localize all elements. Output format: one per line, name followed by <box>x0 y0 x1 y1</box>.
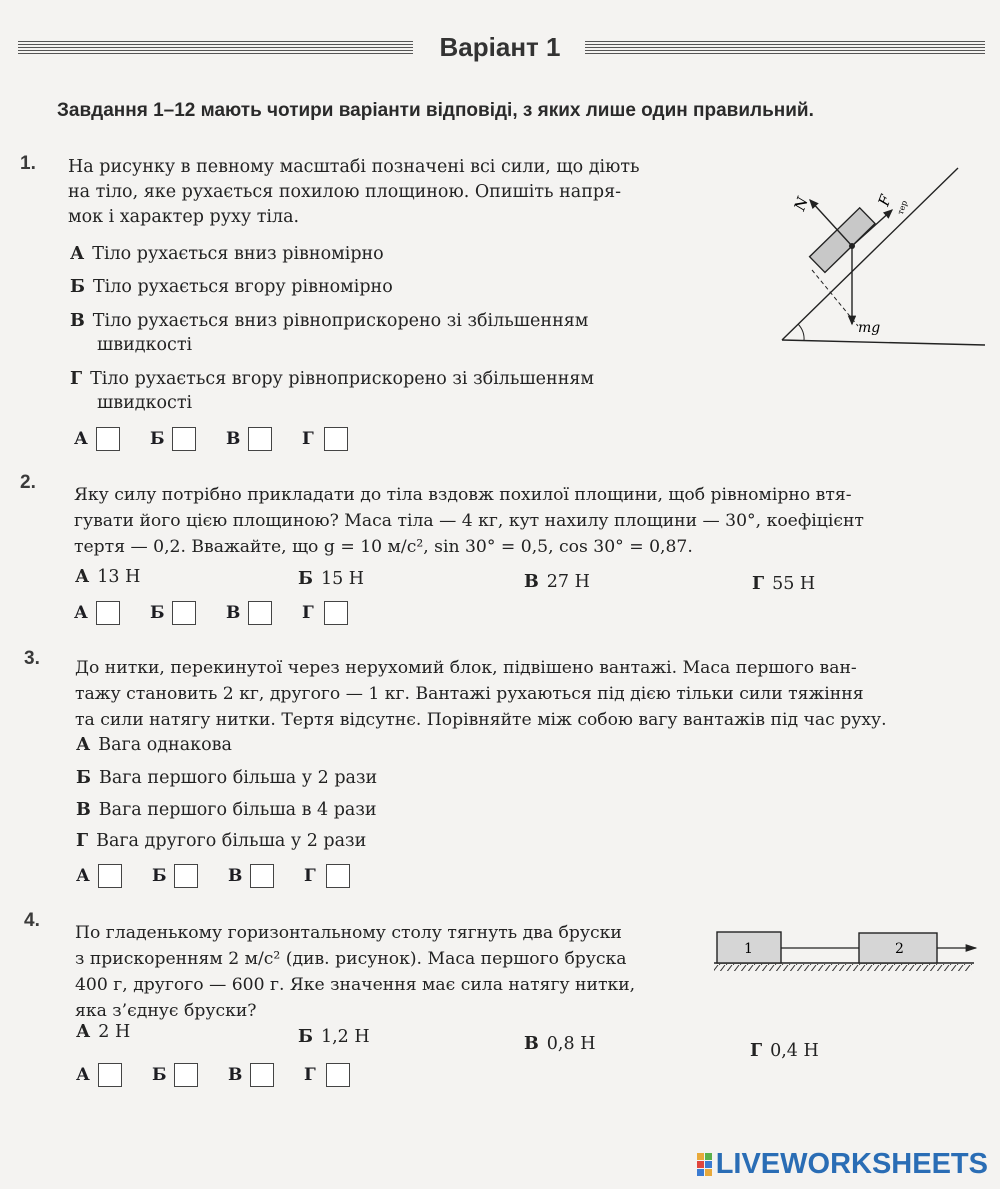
option: Г Тіло рухається вгору рівноприскорено зі збільшенням швидкості <box>70 369 595 413</box>
option: Г Вага другого більша у 2 рази <box>76 831 367 851</box>
block-1-label: 1 <box>744 941 753 957</box>
question-number: 1. <box>20 153 36 174</box>
answer-choice-b[interactable]: Б <box>150 601 196 625</box>
answer-choice-v[interactable]: В <box>226 601 272 625</box>
question-text: По гладенькому горизонтальному столу тягнуть два бруски з прискоренням 2 м/с² (див. рисунок). Маса першого бруска 400 г, другого — 600 г. Яке значення має сила натягу нитки, яка з’єднує бруски? <box>75 923 636 1021</box>
option: А 2 Н <box>76 1022 131 1042</box>
table-hatching <box>714 964 972 971</box>
watermark-text: LIVEWORKSHEETS <box>715 1148 988 1180</box>
answer-choice-a[interactable]: А <box>76 864 122 888</box>
answer-checkbox[interactable] <box>172 427 196 451</box>
answer-choice-v[interactable]: В <box>226 427 272 451</box>
answer-choice-v[interactable]: В <box>228 864 274 888</box>
option: Г 55 Н <box>752 574 816 594</box>
answer-choice-g[interactable]: Г <box>302 601 348 625</box>
question-text: На рисунку в певному масштабі позначені всі сили, що діють на тіло, яке рухається похилою площиною. Опишіть напря- мок і характер руху тіла. <box>68 157 640 227</box>
block-2-label: 2 <box>895 941 904 957</box>
answer-checkbox[interactable] <box>98 864 122 888</box>
header-rule-right <box>585 41 985 55</box>
header-rule-left <box>18 41 413 55</box>
ground-line <box>782 340 985 345</box>
angle-arc <box>798 324 804 341</box>
answer-choice-v[interactable]: В <box>228 1063 274 1087</box>
watermark <box>697 1148 988 1181</box>
answer-checkbox[interactable] <box>96 427 120 451</box>
inclined-plane-figure <box>770 160 990 355</box>
incline-line <box>782 168 958 340</box>
answer-choice-g[interactable]: Г <box>304 864 350 888</box>
option: В Вага першого більша в 4 рази <box>76 800 377 820</box>
answer-checkbox[interactable] <box>324 427 348 451</box>
question-text: Яку силу потрібно прикладати до тіла вздовж похилої площини, щоб рівномірно втя- гувати його цією площиною? Маса тіла — 4 кг, кут нахилу площини — 30°, коефіцієнт тертя — 0,2. Вважайте, що g = 10 м/с², sin 30° = 0,5, cos 30° = 0,87. <box>74 485 864 557</box>
answer-choice-a[interactable]: А <box>74 601 120 625</box>
friction-label: F <box>874 192 896 209</box>
answer-choice-g[interactable]: Г <box>302 427 348 451</box>
block <box>810 208 875 273</box>
option: А 13 Н <box>75 567 141 587</box>
answer-choice-b[interactable]: Б <box>152 864 198 888</box>
gravity-label: mg <box>858 320 881 336</box>
instructions: Завдання 1–12 мають чотири варіанти відповіді, з яких лише один правильний. <box>57 100 814 121</box>
friction-subscript: тер <box>895 199 910 216</box>
answer-choice-g[interactable]: Г <box>304 1063 350 1087</box>
question-text: До нитки, перекинутої через нерухомий блок, підвішено вантажі. Маса першого ван- тажу становить 2 кг, другого — 1 кг. Вантажі рухаються під дією тільки сили тяжіння та сили натягу нитки. Тертя відсутнє. Порівняйте між собою вагу вантажів під час руху. <box>75 658 887 730</box>
answer-checkbox[interactable] <box>174 1063 198 1087</box>
answer-checkbox[interactable] <box>174 864 198 888</box>
answer-choice-a[interactable]: А <box>76 1063 122 1087</box>
dashed-line <box>812 270 858 326</box>
answer-checkbox[interactable] <box>96 601 120 625</box>
answer-row <box>76 864 380 888</box>
option: В Тіло рухається вниз рівноприскорено зі збільшенням швидкості <box>70 311 589 355</box>
answer-checkbox[interactable] <box>248 601 272 625</box>
option: Г 0,4 Н <box>750 1041 819 1061</box>
answer-checkbox[interactable] <box>248 427 272 451</box>
answer-choice-b[interactable]: Б <box>150 427 196 451</box>
option: Б 15 Н <box>298 569 365 589</box>
option: Б Тіло рухається вгору рівномірно <box>70 277 393 297</box>
answer-checkbox[interactable] <box>98 1063 122 1087</box>
answer-checkbox[interactable] <box>172 601 196 625</box>
answer-row <box>76 1063 380 1087</box>
answer-row <box>74 601 378 625</box>
answer-checkbox[interactable] <box>250 864 274 888</box>
answer-checkbox[interactable] <box>326 864 350 888</box>
answer-choice-b[interactable]: Б <box>152 1063 198 1087</box>
option: А Вага однакова <box>76 735 232 755</box>
answer-checkbox[interactable] <box>326 1063 350 1087</box>
liveworksheets-logo-icon <box>697 1153 712 1176</box>
question-number: 4. <box>24 910 40 931</box>
normal-label: N <box>790 194 812 214</box>
question-number: 2. <box>20 472 36 493</box>
answer-row <box>74 427 378 451</box>
answer-checkbox[interactable] <box>324 601 348 625</box>
answer-checkbox[interactable] <box>250 1063 274 1087</box>
center-point <box>849 243 855 249</box>
page-title: Варіант 1 <box>439 32 561 62</box>
option: Б Вага першого більша у 2 рази <box>76 768 378 788</box>
option: А Тіло рухається вниз рівномірно <box>70 244 384 264</box>
option: В 27 Н <box>524 572 590 592</box>
option: Б 1,2 Н <box>298 1027 370 1047</box>
option: В 0,8 Н <box>524 1034 596 1054</box>
question-number: 3. <box>24 648 40 669</box>
answer-choice-a[interactable]: А <box>74 427 120 451</box>
two-blocks-figure <box>712 925 982 980</box>
